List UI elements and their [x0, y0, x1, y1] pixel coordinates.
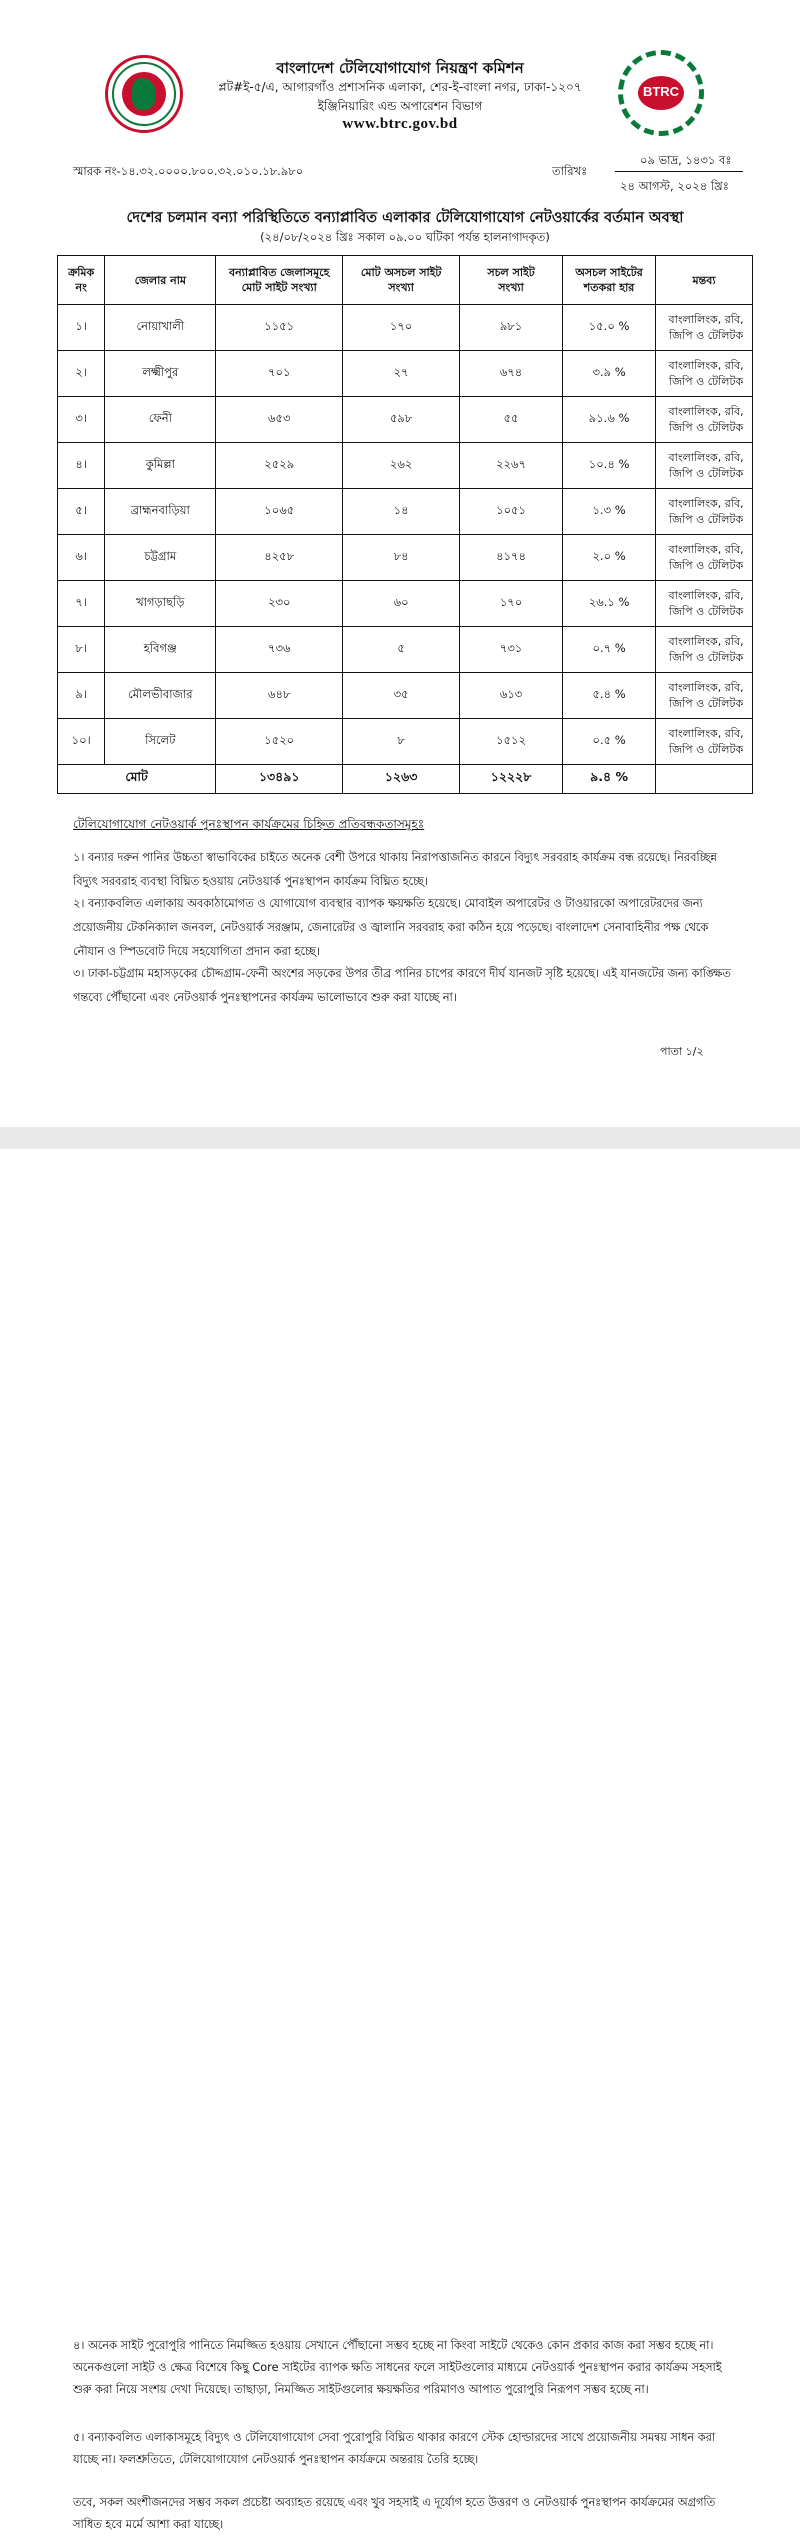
- header-total-sites: বন্যাপ্লাবিত জেলাসমূহে মোট সাইট সংখ্যা: [216, 256, 343, 305]
- cell-active: ২২৬৭: [460, 443, 563, 489]
- header-inactive-percent: অসচল সাইটের শতকরা হার: [563, 256, 656, 305]
- total-inactive: ১২৬৩: [343, 765, 460, 794]
- cell-active: ৬১৩: [460, 673, 563, 719]
- cell-inactive: ৫: [343, 627, 460, 673]
- cell-remark: বাংলালিংক, রবি, জিপি ও টেলিটক: [656, 489, 753, 535]
- cell-remark: বাংলালিংক, রবি, জিপি ও টেলিটক: [656, 719, 753, 765]
- cell-remark: বাংলালিংক, রবি, জিপি ও টেলিটক: [656, 535, 753, 581]
- cell-district: লক্ষ্মীপুর: [105, 351, 216, 397]
- cell-district: কুমিল্লা: [105, 443, 216, 489]
- cell-percent: ৩.৯ %: [563, 351, 656, 397]
- cell-remark: বাংলালিংক, রবি, জিপি ও টেলিটক: [656, 443, 753, 489]
- page-2: [0, 1149, 800, 2531]
- cell-serial: ৯।: [58, 673, 105, 719]
- cell-remark: বাংলালিংক, রবি, জিপি ও টেলিটক: [656, 581, 753, 627]
- header-remarks: মন্তব্য: [656, 256, 753, 305]
- cell-total-sites: ১৫২০: [216, 719, 343, 765]
- cell-inactive: ৬০: [343, 581, 460, 627]
- cell-inactive: ২৬২: [343, 443, 460, 489]
- btrc-logo-text: BTRC: [642, 84, 680, 99]
- cell-remark: বাংলালিংক, রবি, জিপি ও টেলিটক: [656, 627, 753, 673]
- table-row: [58, 305, 753, 351]
- cell-total-sites: ৪২৫৮: [216, 535, 343, 581]
- header-serial: ক্রমিক নং: [58, 256, 105, 305]
- total-sites: ১৩৪৯১: [216, 765, 343, 794]
- header-inactive-sites: মোট অসচল সাইট সংখ্যা: [343, 256, 460, 305]
- cell-serial: ৩।: [58, 397, 105, 443]
- government-seal-logo: [105, 55, 183, 133]
- cell-district: খাগড়াছড়ি: [105, 581, 216, 627]
- cell-percent: ৯১.৬ %: [563, 397, 656, 443]
- cell-percent: ১০.৪ %: [563, 443, 656, 489]
- table-row: [58, 535, 753, 581]
- table-row: [58, 397, 753, 443]
- header-active-sites: সচল সাইট সংখ্যা: [460, 256, 563, 305]
- cell-percent: ০.৭ %: [563, 627, 656, 673]
- cell-district: হবিগঞ্জ: [105, 627, 216, 673]
- cell-active: ১৭০: [460, 581, 563, 627]
- report-title: দেশের চলমান বন্যা পরিস্থিতিতে বন্যাপ্লাবিত এলাকার টেলিযোগাযোগ নেটওয়ার্কের বর্তমান অবস্থা: [126, 210, 684, 226]
- cell-inactive: ১৪: [343, 489, 460, 535]
- cell-total-sites: ১০৬৫: [216, 489, 343, 535]
- cell-inactive: ৫৯৮: [343, 397, 460, 443]
- cell-serial: ৮।: [58, 627, 105, 673]
- cell-district: চট্টগ্রাম: [105, 535, 216, 581]
- cell-percent: ১.৩ %: [563, 489, 656, 535]
- report-subtitle: (২৪/০৮/২০২৪ খ্রিঃ সকাল ০৯.০০ ঘটিকা পর্যন্ত হালনাগাদকৃত): [260, 230, 550, 244]
- obstacle-item-5: ৫। বন্যাকবলিত এলাকাসমূহে বিদ্যুৎ ও টেলিযোগাযোগ সেবা পুরোপুরি বিঘ্নিত থাকার কারণে স্টেক হোল্ডারদের সাথে প্রয়োজনীয় সমন্বয় সাধন করা যাচ্ছে না। ফলশ্রুতিতে, টেলিযোগাযোগ নেটওয়ার্ক পুনঃস্থাপন কার্যক্রমে অন্তরায় তৈরি হচ্ছে।: [73, 2431, 716, 2466]
- date-label: তারিখঃ: [552, 164, 588, 178]
- total-label: মোট: [58, 765, 216, 794]
- cell-total-sites: ১১৫১: [216, 305, 343, 351]
- website[interactable]: www.btrc.gov.bd: [342, 116, 458, 132]
- cell-serial: ৪।: [58, 443, 105, 489]
- date-divider: [615, 171, 743, 172]
- cell-percent: ০.৫ %: [563, 719, 656, 765]
- cell-active: ৫৫: [460, 397, 563, 443]
- cell-total-sites: ৭৩৬: [216, 627, 343, 673]
- cell-serial: ১।: [58, 305, 105, 351]
- cell-percent: ২.০ %: [563, 535, 656, 581]
- table-row: [58, 489, 753, 535]
- obstacle-item-4: ৪। অনেক সাইট পুরোপুরি পানিতে নিমজ্জিত হওয়ায় সেখানে পৌঁছানো সম্ভব হচ্ছে না কিংবা সাইটে থেকেও কোন প্রকার কাজ করা সম্ভব হচ্ছে না। অনেকগুলো সাইট ও ক্ষেত্র বিশেষে কিছু Core সাইটের ব্যাপক ক্ষতি সাধনের ফলে সাইটগুলোর মাধ্যমে নেটওয়ার্ক পুনঃস্থাপন করার কার্যক্রম সহসাই শুরু করা নিয়ে সংশয় দেখা দিয়েছে। তাছাড়া, নিমজ্জিত সাইটগুলোর ক্ষয়ক্ষতির পরিমাণও আপাত পুরোপুরি নিরূপণ সম্ভব হচ্ছে না।: [73, 2339, 722, 2396]
- total-percent: ৯.৪ %: [563, 765, 656, 794]
- org-address: প্লট#ই-৫/এ, আগারগাঁও প্রশাসনিক এলাকা, শের-ই-বাংলা নগর, ঢাকা-১২০৭: [218, 80, 582, 94]
- cell-active: ৯৮১: [460, 305, 563, 351]
- cell-active: ৪১৭৪: [460, 535, 563, 581]
- table-row: [58, 719, 753, 765]
- page-1: [0, 0, 800, 1127]
- total-remark: [656, 765, 753, 794]
- obstacles-heading: টেলিযোগাযোগ নেটওয়ার্ক পুনঃস্থাপন কার্যক্রমের চিহ্নিত প্রতিবন্ধকতাসমূহঃ: [73, 817, 425, 831]
- cell-active: ১৫১২: [460, 719, 563, 765]
- cell-total-sites: ২৫২৯: [216, 443, 343, 489]
- memo-reference: স্মারক নং-১৪.৩২.০০০০.৮০০.৩২.০১০.১৮.৯৮০: [73, 164, 304, 178]
- cell-total-sites: ৬৪৮: [216, 673, 343, 719]
- obstacle-item-3: ৩। ঢাকা-চট্টগ্রাম মহাসড়কের চৌদ্দগ্রাম-ফেনী অংশের সড়কের উপর তীব্র পানির চাপের কারণে দীর্ঘ যানজট সৃষ্টি হয়েছে। এই যানজটের জন্য কাঙ্ক্ষিত গন্তব্যে পৌঁছানো এবং নেটওয়ার্ক পুনঃস্থাপনের কার্যক্রম ভালোভাবে শুরু করা যাচ্ছে না।: [73, 967, 731, 1004]
- table-total-row: [58, 765, 753, 794]
- cell-percent: ১৫.০ %: [563, 305, 656, 351]
- cell-district: নোয়াখালী: [105, 305, 216, 351]
- cell-active: ১০৫১: [460, 489, 563, 535]
- cell-district: সিলেট: [105, 719, 216, 765]
- table-row: [58, 351, 753, 397]
- obstacle-item-2: ২। বন্যাকবলিত এলাকায় অবকাঠামোগত ও যোগাযোগ ব্যবস্থার ব্যাপক ক্ষয়ক্ষতি হয়েছে। মোবাইল অপারেটর ও টাওয়ারকো অপারেটরদের জন্য প্রয়োজনীয় টেকনিক্যাল জনবল, নেটওয়ার্ক সরঞ্জাম, জেনারেটর ও জ্বালানি সরবরাহ করা কঠিন হয়ে পড়েছে। বাংলাদেশ সেনাবাহিনীর পক্ষ থেকে নৌযান ও স্পিডবোট দিয়ে সহযোগিতা প্রদান করা হচ্ছে।: [73, 897, 709, 958]
- cell-inactive: ২৭: [343, 351, 460, 397]
- cell-serial: ৭।: [58, 581, 105, 627]
- department: ইঞ্জিনিয়ারিং এন্ড অপারেশন বিভাগ: [317, 99, 483, 113]
- cell-total-sites: ২৩০: [216, 581, 343, 627]
- btrc-logo: [618, 50, 704, 136]
- cell-active: ৭৩১: [460, 627, 563, 673]
- cell-inactive: ৮৪: [343, 535, 460, 581]
- page-separator: [0, 1127, 800, 1149]
- table-row: [58, 581, 753, 627]
- total-active: ১২২২৮: [460, 765, 563, 794]
- cell-serial: ১০।: [58, 719, 105, 765]
- page-number: পাতা ১/২: [660, 1045, 704, 1058]
- cell-active: ৬৭৪: [460, 351, 563, 397]
- date-bangla: ০৯ ভাদ্র, ১৪৩১ বঃ: [640, 153, 732, 167]
- cell-percent: ২৬.১ %: [563, 581, 656, 627]
- date-english: ২৪ আগস্ট, ২০২৪ খ্রিঃ: [620, 179, 729, 193]
- table-row: [58, 443, 753, 489]
- cell-inactive: ১৭০: [343, 305, 460, 351]
- table-header-row: [58, 256, 753, 305]
- network-status-table: [57, 255, 753, 794]
- cell-serial: ৬।: [58, 535, 105, 581]
- table-row: [58, 627, 753, 673]
- obstacle-item-1: ১। বন্যার দরুন পানির উচ্চতা স্বাভাবিকের চাইতে অনেক বেশী উপরে থাকায় নিরাপত্তাজনিত কারনে বিদ্যুৎ সরবরাহ কার্যক্রম বন্ধ রয়েছে। নিরবচ্ছিন্ন বিদ্যুৎ সরবরাহ ব্যবস্থা বিঘ্নিত হওয়ায় নেটওয়ার্ক পুনঃস্থাপন কার্যক্রম বিঘ্নিত হচ্ছে।: [73, 851, 717, 888]
- cell-remark: বাংলালিংক, রবি, জিপি ও টেলিটক: [656, 673, 753, 719]
- cell-serial: ২।: [58, 351, 105, 397]
- table-row: [58, 673, 753, 719]
- cell-remark: বাংলালিংক, রবি, জিপি ও টেলিটক: [656, 305, 753, 351]
- cell-total-sites: ৬৫৩: [216, 397, 343, 443]
- cell-percent: ৫.৪ %: [563, 673, 656, 719]
- cell-serial: ৫।: [58, 489, 105, 535]
- cell-remark: বাংলালিংক, রবি, জিপি ও টেলিটক: [656, 351, 753, 397]
- cell-remark: বাংলালিংক, রবি, জিপি ও টেলিটক: [656, 397, 753, 443]
- closing-statement: তবে, সকল অংশীজনদের সম্ভব সকল প্রচেষ্টা অব্যাহত রয়েছে এবং খুব সহসাই এ দূর্যোগ হতে উত্তরণ ও নেটওয়ার্ক পুনঃস্থাপন কার্যক্রমের অগ্রগতি সাধিত হবে মর্মে আশা করা যাচ্ছে।: [73, 2496, 716, 2531]
- cell-district: ফেনী: [105, 397, 216, 443]
- cell-inactive: ৩৫: [343, 673, 460, 719]
- cell-inactive: ৮: [343, 719, 460, 765]
- cell-district: ব্রাহ্মনবাড়িয়া: [105, 489, 216, 535]
- cell-total-sites: ৭০১: [216, 351, 343, 397]
- org-name: বাংলাদেশ টেলিযোগাযোগ নিয়ন্ত্রণ কমিশন: [276, 59, 524, 77]
- header-district: জেলার নাম: [105, 256, 216, 305]
- cell-district: মৌলভীবাজার: [105, 673, 216, 719]
